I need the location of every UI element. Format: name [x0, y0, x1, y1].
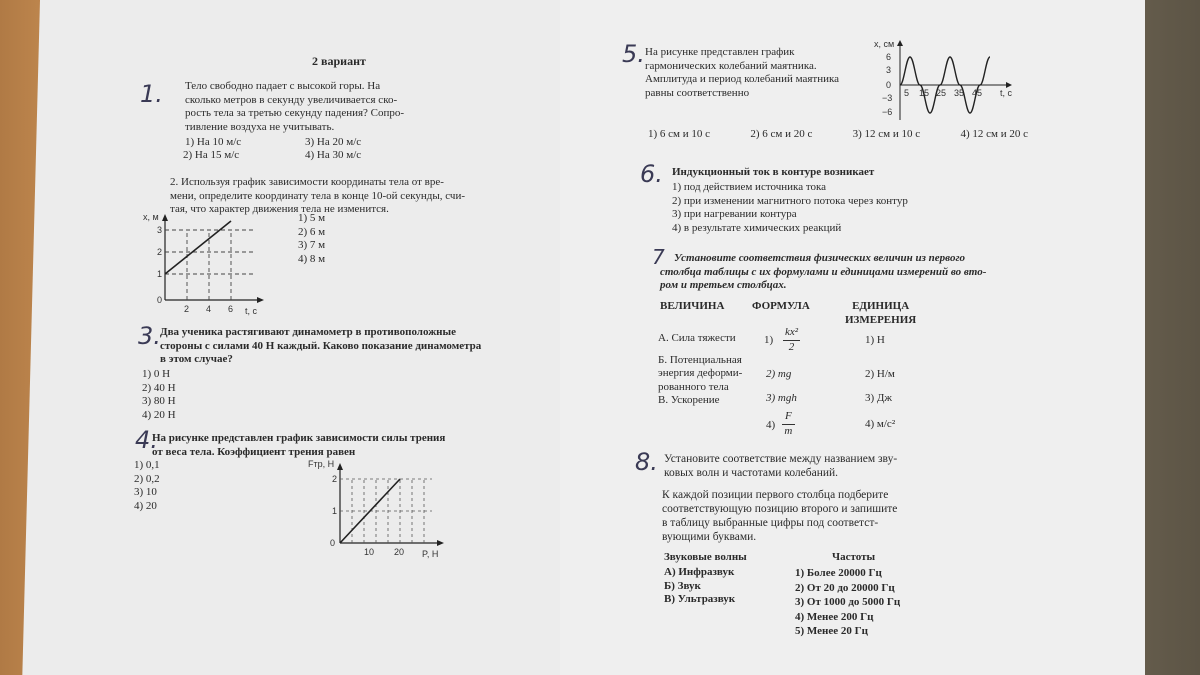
q5-ytick: 6 [886, 52, 892, 62]
q7-header-formula: ФОРМУЛА [752, 300, 810, 312]
q8-line: К каждой позиции первого столбца подберите [662, 489, 889, 501]
q2-xlabel: t, с [245, 306, 258, 316]
q7-header-line: ЕДИНИЦА [852, 300, 910, 312]
q7-line: столбца таблицы с их формулами и единицами измерений во вто- [660, 265, 987, 278]
q8-freqs [795, 566, 900, 639]
q7-header-unit [845, 300, 916, 327]
q8-col1-header: Звуковые волны [664, 551, 747, 563]
q1-line: сколько метров в секунду увеличивается ско- [185, 93, 398, 106]
q8-freq: 5) Менее 20 Гц [795, 625, 868, 637]
q4-line: На рисунке представлен график зависимости силы трения [152, 432, 446, 444]
q4-ylabel: Fтр, Н [308, 459, 335, 469]
q5-line: равны соответственно [645, 86, 750, 99]
q5-ytick: 3 [886, 65, 892, 75]
q7-quantity: энергия деформи- [658, 367, 743, 379]
q4-xlabel: P, Н [422, 549, 439, 559]
q4-number: 4. [135, 426, 158, 454]
q7-unit: 3) Дж [865, 392, 893, 404]
q7-quantity: рованного тела [658, 380, 729, 393]
q3-line: в этом случае? [160, 353, 233, 365]
q4-xtick: 20 [394, 547, 405, 557]
q2-option: 3) 7 м [298, 239, 326, 251]
q8-wave: А) Инфразвук [664, 566, 735, 578]
q2-graph [135, 210, 275, 320]
q8-text1 [664, 452, 897, 480]
q8-text2 [662, 488, 897, 544]
q1-line: рость тела за третью секунду падения? Сопро- [185, 107, 405, 119]
q2-xtick: 2 [184, 304, 190, 314]
q4-option: 4) 20 [134, 499, 157, 512]
q4-grid [340, 479, 432, 543]
q6-text: Индукционный ток в контуре возникает [672, 166, 875, 178]
q7-formula-2: 2) mg [766, 368, 792, 380]
q8-wave: Б) Звук [664, 579, 701, 592]
q7-formula-denominator: m [784, 424, 793, 437]
q3-option: 1) 0 Н [142, 368, 171, 380]
q7-formula-1-num: 1) [764, 334, 774, 346]
q2-ytick: 1 [157, 269, 163, 279]
variant-title: 2 вариант [312, 54, 366, 68]
q7-formula-4 [782, 410, 795, 438]
q5-line: На рисунке представлен график [645, 46, 795, 58]
q2-ylabel: x, м [143, 212, 159, 222]
q1-option: 3) На 20 м/с [305, 136, 362, 148]
q8-freq: 1) Более 20000 Гц [795, 567, 882, 579]
q3-option: 2) 40 Н [142, 381, 176, 394]
q8-freq: 3) От 1000 до 5000 Гц [795, 596, 901, 608]
q2-grid [165, 230, 255, 300]
q5-xtick: 15 [919, 88, 930, 98]
q5-option: 3) 12 см и 10 с [852, 128, 921, 140]
q4-option: 3) 10 [134, 486, 157, 498]
q7-quantity: В. Ускорение [658, 394, 720, 406]
q5-xtick: 45 [972, 88, 983, 98]
q1-option: 2) На 15 м/с [183, 149, 240, 161]
q2-ytick: 3 [157, 225, 163, 235]
q4-x-arrow [437, 540, 444, 546]
q6-options [672, 181, 908, 235]
q2-number: 2. [170, 176, 179, 188]
q7-line: ром и третьем столбцах. [660, 279, 787, 291]
q7-formula-denominator: 2 [788, 340, 795, 353]
q2-option: 4) 8 м [298, 252, 326, 265]
q2-y-arrow [162, 214, 168, 221]
q6-option: 2) при изменении магнитного потока через контур [672, 194, 908, 207]
q5-line: гармонических колебаний маятника. [645, 59, 817, 72]
q1-text [185, 80, 404, 134]
q7-line: Установите соответствия физических величин из первого [674, 252, 966, 264]
q5-option: 1) 6 см и 10 с [648, 128, 711, 140]
q2-line: Используя график зависимости координаты тела от вре- [181, 176, 444, 188]
q6-option: 1) под действием источника тока [672, 181, 827, 193]
q5-text [645, 46, 839, 100]
q8-line: Установите соответствие между названием зву- [664, 453, 898, 465]
q5-xlabel: t, с [1000, 88, 1013, 98]
q5-ytick: −3 [882, 93, 893, 103]
q8-freq: 4) Менее 200 Гц [795, 610, 874, 623]
q3-line: Два ученика растягивают динамометр в противоположные [160, 326, 456, 338]
q2-x-arrow [257, 297, 264, 303]
q1-option: 1) На 10 м/с [185, 136, 242, 148]
q5-options [648, 128, 1028, 142]
q5-graph [868, 36, 1028, 126]
q7-formula-3: 3) mgh [766, 392, 797, 404]
q5-xtick: 35 [954, 88, 965, 98]
q4-option: 1) 0,1 [134, 459, 160, 471]
q5-number: 5. [622, 40, 645, 68]
q3-text [160, 326, 481, 367]
q2-xtick: 6 [228, 304, 234, 314]
q3-option: 4) 20 Н [142, 408, 176, 421]
q1-line: тивление воздуха не учитывать. [185, 120, 335, 133]
q6-number: 6. [640, 160, 663, 188]
q7-formula-numerator: F [782, 410, 795, 425]
q3-option: 3) 80 Н [142, 395, 176, 407]
q8-line: в таблицу выбранные цифры под соответст- [662, 517, 879, 529]
q1-option: 4) На 30 м/с [305, 149, 362, 161]
q1-line: Тело свободно падает с высокой горы. На [185, 80, 381, 92]
q4-line: от веса тела. Коэффициент трения равен [152, 445, 356, 458]
q2-line: тая, что характер движения тела не изменится. [170, 203, 389, 215]
q5-ytick: −6 [882, 107, 893, 117]
q8-line: соответствующую позицию второго и запишите [662, 503, 898, 515]
q5-option: 2) 6 см и 20 с [750, 128, 813, 140]
q2-options [298, 212, 325, 266]
q2-ytick: 2 [157, 247, 163, 257]
q3-number: 3. [138, 322, 161, 350]
q5-ytick: 0 [886, 80, 892, 90]
q4-y-arrow [337, 463, 343, 470]
q8-freq: 2) От 20 до 20000 Гц [795, 581, 895, 594]
q2-option: 1) 5 м [298, 212, 326, 224]
q2-origin: 0 [157, 295, 163, 305]
q3-options [142, 368, 176, 422]
q4-ytick: 2 [332, 474, 338, 484]
q4-xtick: 10 [364, 547, 375, 557]
q7-unit: 2) Н/м [865, 368, 895, 380]
q4-graph [300, 455, 450, 565]
q2-xtick: 4 [206, 304, 212, 314]
q4-option: 2) 0,2 [134, 472, 160, 485]
q3-line: стороны с силами 40 Н каждый. Каково показание динамометра [160, 339, 482, 352]
q5-xtick: 5 [904, 88, 910, 98]
q4-ytick: 1 [332, 506, 338, 516]
q8-line: вующими буквами. [662, 531, 757, 543]
q8-line: ковых волн и частотами колебаний. [664, 467, 839, 479]
q7-formula-numerator: kx² [783, 326, 800, 341]
q7-header-quantity: ВЕЛИЧИНА [660, 300, 725, 312]
q7-unit: 1) Н [865, 334, 885, 346]
q7-quantity: А. Сила тяжести [658, 332, 736, 344]
q1-number: 1. [140, 80, 163, 108]
q5-xtick: 25 [936, 88, 947, 98]
q8-waves [664, 566, 735, 607]
q7-quantities [658, 332, 742, 408]
q7-formula-1 [783, 326, 800, 354]
q7-formula-4-num: 4) [766, 419, 776, 431]
q8-col2-header: Частоты [832, 551, 876, 563]
q5-option: 4) 12 см и 20 с [960, 128, 1028, 140]
q2-line-plot [165, 221, 231, 274]
q7-number: 7 [652, 245, 665, 269]
q4-options [134, 459, 160, 513]
q7-header-line: ИЗМЕРЕНИЯ [845, 313, 917, 326]
q5-line: Амплитуда и период колебаний маятника [645, 73, 840, 85]
q2-line: мени, определите координату тела в конце 10-ой секунды, счи- [170, 189, 466, 202]
q8-number: 8. [635, 448, 658, 476]
q2-option: 2) 6 м [298, 225, 326, 238]
q7-unit: 4) м/с² [865, 418, 896, 430]
q7-text [660, 252, 986, 293]
q7-quantity: Б. Потенциальная [658, 353, 742, 366]
q6-option: 3) при нагревании контура [672, 208, 797, 220]
q6-option: 4) в результате химических реакций [672, 221, 842, 234]
q5-ylabel: x, см [874, 39, 895, 49]
q5-y-arrow [897, 40, 903, 46]
q8-wave: В) Ультразвук [664, 593, 736, 605]
q4-origin: 0 [330, 538, 336, 548]
